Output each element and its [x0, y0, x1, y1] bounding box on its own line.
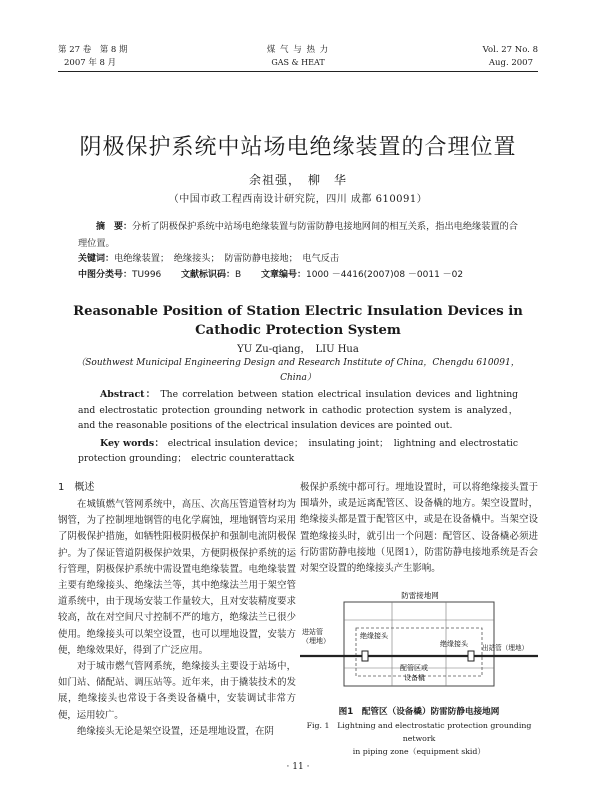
keywords-label-en: Key words：	[100, 437, 165, 449]
abstract-label-en: Abstract：	[100, 389, 157, 400]
figure-1-diagram	[300, 590, 538, 702]
abstract-label-cn: 摘 要：	[96, 222, 133, 232]
affiliation-en-line1: （Southwest Municipal Engineering Design and Research Institute of China，Chengdu 610091，	[76, 358, 520, 368]
volume-issue-en: Vol. 27 No. 8	[482, 45, 538, 55]
label-grounding-grid: 防雷接地网	[401, 591, 439, 600]
figure-1-number: 图1	[338, 707, 354, 717]
paragraph-2: 对于城市燃气管网系统，绝缘接头主要设于站场中，如门站、储配站、调压站等。近年来，由于撬装技术的发展，绝缘接头也常设于各类设备橇中，安装调试非常方便，运用较广。	[58, 661, 296, 721]
journal-name-cn: 煤 气 与 热 力	[266, 45, 330, 55]
affiliation-en-line2: China）	[280, 373, 316, 383]
volume-issue-cn: 第 27 卷 第 8 期	[58, 45, 128, 55]
paragraph-4: 极保护系统中都可行。埋地设置时，可以将绝缘接头置于围墙外，或是远离配管区、设备橇的地方。架空设置时，绝缘接头都是置于配管区中，或是在设备橇中。当架空设置绝缘接头时，就引出一个问题：配管区、设备橇必须进行防雷防静电接地（见图1），防雷防静电接地系统是否会对架空设置的绝缘接头产生影响。	[300, 482, 538, 575]
authors-cn: 余祖强， 柳 华	[248, 173, 347, 187]
paragraph-3: 绝缘接头无论是架空设置，还是埋地设置，在阴	[77, 725, 274, 737]
keywords-label-cn: 关键词：	[78, 254, 115, 264]
abstract-cn	[78, 219, 518, 283]
article-number-value: 1000 －4416(2007)08 －0011 －02	[306, 269, 464, 280]
label-joint-right: 绝缘接头	[440, 640, 468, 648]
abstract-en	[78, 387, 518, 467]
figure-1-title-en-line1: Fig. 1 Lightning and electrostatic protection grounding network	[306, 721, 532, 743]
date-en: Aug. 2007	[488, 58, 533, 68]
article-title-en-line2: Cathodic Protection System	[195, 323, 401, 338]
paragraph-1: 在城镇燃气管网系统中，高压、次高压管道管材均为钢管，为了控制埋地钢管的电化学腐蚀，埋地钢管均采用了阴极保护措施，如牺牲阳极阴极保护和强制电流阴极保护。为了保证管道阴极保护效果，方便阴极保护系统的运行管理，阴极保护系统中需设置电绝缘装置。电绝缘装置主要有绝缘接头、绝缘法兰等，其中绝缘法兰用于架空管道系统中，由于现场安装工作量较大，且对安装精度要求较高，故在对空间尺寸控制不严的地方，绝缘法兰已很少使用。绝缘接头可以架空设置，也可以埋地设置，安装方便，绝缘效果好，得到了广泛应用。	[58, 499, 296, 656]
doc-code-label: 文献标识码：	[181, 269, 236, 280]
keywords-text-en: electrical insulation device； insulating joint； lightning and electrostatic protection grounding； electric counterattack	[78, 437, 518, 464]
article-title-en	[0, 302, 596, 340]
label-inlet-line1: 进站管	[302, 628, 323, 636]
article-title-cn: 阴极保护系统中站场电绝缘装置的合理位置	[79, 135, 517, 160]
label-outlet: 出站管（埋地）	[482, 644, 529, 652]
journal-name-en: GAS & HEAT	[271, 58, 325, 67]
abstract-text-cn: 分析了阴极保护系统中站场电绝缘装置与防雷防静电接地网间的相互关系，指出电绝缘装置的合理位置。	[78, 221, 518, 249]
header-rule	[58, 71, 538, 72]
date-cn: 2007 年 8 月	[64, 58, 117, 68]
label-skid-line2: 设备橇	[404, 674, 425, 682]
section-1-heading: 1 概述	[58, 482, 95, 493]
insulating-joint-right	[468, 651, 474, 661]
keywords-text-cn: 电绝缘装置； 绝缘接头； 防雷防静电接地； 电气反击	[114, 253, 340, 264]
insulating-joint-left	[362, 651, 368, 661]
abstract-text-en: The correlation between station electrical insulation devices and lightning and electrostatic protection grounding network in cathodic protection system is analyzed，and the reasonable positions of the electrical insulation devices are pointed out.	[78, 389, 518, 431]
label-joint-left: 绝缘接头	[360, 632, 388, 640]
body-right-column	[300, 480, 538, 577]
figure-1-title-cn: 配管区（设备橇）防雷防静电接地网	[361, 707, 500, 717]
figure-1-caption	[300, 706, 538, 758]
label-inlet-line2: （埋地）	[302, 637, 330, 645]
affiliation-en	[0, 356, 596, 386]
authors-en: YU Zu-qiang， LIU Hua	[237, 344, 359, 355]
body-left-column	[58, 478, 296, 740]
clc-value: TU996	[132, 269, 162, 280]
page-number: · 11 ·	[286, 762, 310, 772]
doc-code-value: B	[235, 269, 242, 280]
affiliation-cn: （中国市政工程西南设计研究院，四川 成都 610091）	[168, 194, 428, 205]
label-skid-line1: 配管区或	[400, 664, 428, 672]
article-number-label: 文章编号：	[260, 269, 306, 280]
article-title-en-line1: Reasonable Position of Station Electric Insulation Devices in	[73, 304, 523, 319]
clc-label: 中图分类号：	[78, 269, 133, 280]
figure-1-title-en-line2: in piping zone（equipment skid）	[352, 747, 486, 756]
